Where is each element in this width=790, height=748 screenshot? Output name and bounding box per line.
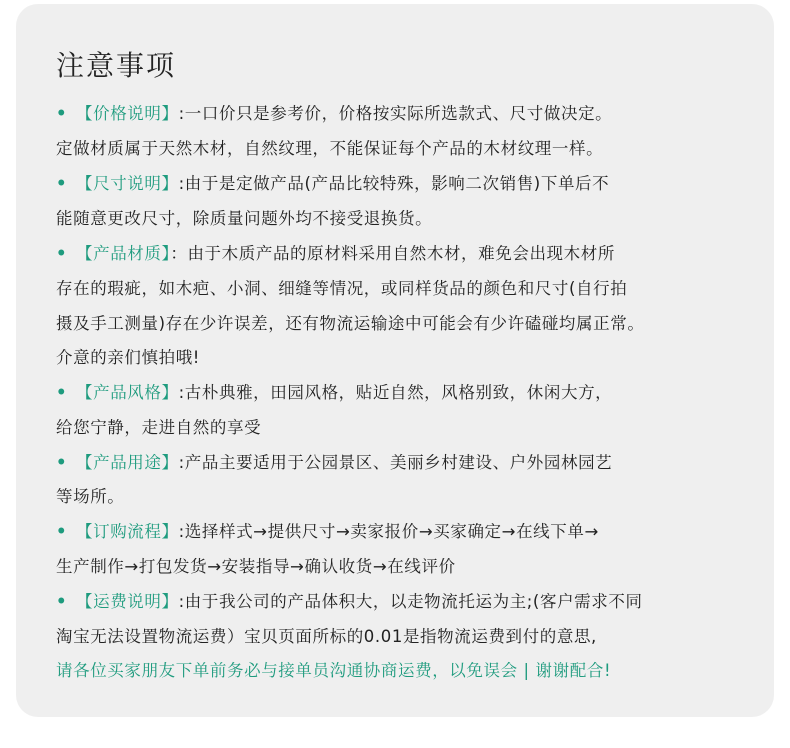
price-note-text: :一口价只是参考价，价格按实际所选款式、尺寸做决定。: [178, 104, 613, 123]
price-note-heading-line: [56, 102, 612, 126]
bullet-icon: •: [56, 104, 68, 123]
order-process-text-line: 生产制作→打包发货→安装指导→确认收货→在线评价: [56, 557, 456, 576]
material-note-text-line: 介意的亲们慎拍哦!: [56, 348, 201, 367]
shipping-note-heading-line: [56, 590, 643, 614]
style-note-text: :古朴典雅，田园风格，贴近自然，风格别致，休闲大方，: [178, 383, 613, 402]
order-process-heading-line: [56, 520, 599, 544]
usage-note-heading-line: [56, 451, 612, 475]
size-note-text-line: 能随意更改尺寸，除质量问题外均不接受退换货。: [56, 209, 433, 228]
size-note-heading-line: [56, 172, 609, 196]
order-process-label: 【订购流程】: [76, 522, 179, 541]
usage-note-text-line: 等场所。: [56, 487, 125, 506]
shipping-note-text-line: 淘宝无法设置物流运费）宝贝页面所标的0.01是指物流运费到付的意思,: [56, 627, 597, 646]
size-note-label: 【尺寸说明】: [76, 174, 179, 193]
material-note-label: 【产品材质】: [76, 244, 171, 263]
style-note-heading-line: [56, 381, 612, 405]
price-note-label: 【价格说明】: [76, 104, 179, 123]
bullet-icon: •: [56, 592, 68, 611]
shipping-note-text: :由于我公司的产品体积大，以走物流托运为主;(客户需求不同: [178, 592, 643, 611]
material-note-text-line: 摄及手工测量)存在少许误差，还有物流运输途中可能会有少许磕碰均属正常。: [56, 314, 645, 333]
bullet-icon: •: [56, 453, 68, 472]
bullet-icon: •: [56, 174, 68, 193]
usage-note-text: :产品主要适用于公园景区、美丽乡村建设、户外园林园艺: [178, 453, 613, 472]
order-process-text: :选择样式→提供尺寸→卖家报价→买家确定→在线下单→: [178, 522, 599, 541]
closing-notice: 请各位买家朋友下单前务必与接单员沟通协商运费，以免误会 | 谢谢配合!: [56, 661, 612, 680]
shipping-note-label: 【运费说明】: [76, 592, 179, 611]
material-note-heading-line: [56, 242, 615, 266]
size-note-text: :由于是定做产品(产品比较特殊，影响二次销售)下单后不: [178, 174, 610, 193]
usage-note-label: 【产品用途】: [76, 453, 179, 472]
bullet-icon: •: [56, 244, 68, 263]
bullet-icon: •: [56, 383, 68, 402]
material-note-text-line: 存在的瑕疵，如木疤、小洞、细缝等情况，或同样货品的颜色和尺寸(自行拍: [56, 279, 628, 298]
material-note-text: ：由于木质产品的原材料采用自然木材，难免会出现木材所: [170, 244, 615, 263]
page-title: 注意事项: [56, 49, 177, 82]
style-note-label: 【产品风格】: [76, 383, 179, 402]
style-note-text-line: 给您宁静，走进自然的享受: [56, 418, 262, 437]
bullet-icon: •: [56, 522, 68, 541]
price-note-text-line: 定做材质属于天然木材，自然纹理，不能保证每个产品的木材纹理一样。: [56, 139, 604, 158]
